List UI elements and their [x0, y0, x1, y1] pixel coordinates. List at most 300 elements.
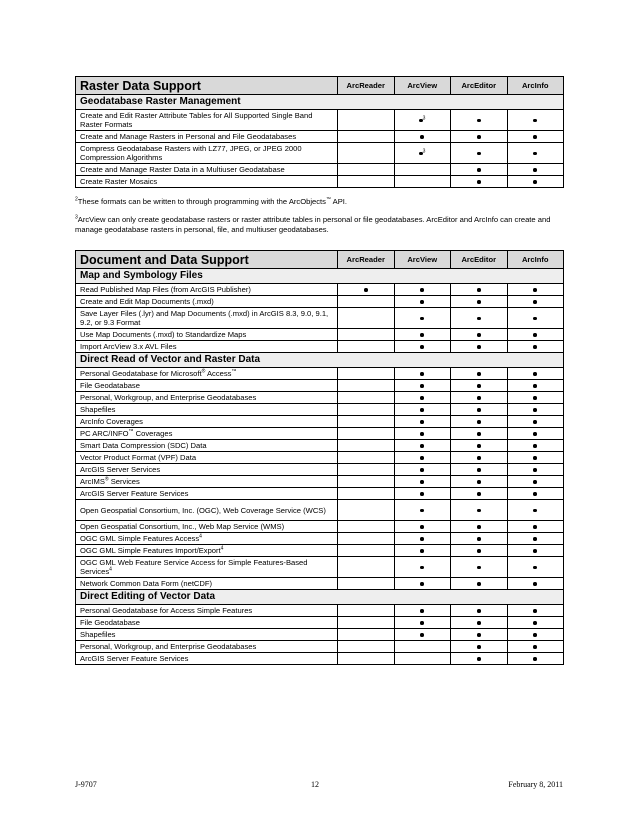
supported-dot-icon — [533, 537, 537, 541]
supported-dot-icon — [533, 432, 537, 436]
feature-label — [76, 488, 338, 500]
support-cell-arcinfo — [507, 452, 564, 464]
feature-text: ArcGIS Server Feature Services — [80, 654, 189, 663]
product-column-header: ArcReader — [338, 251, 395, 269]
supported-dot-icon — [364, 288, 368, 292]
support-cell-arceditor — [451, 380, 508, 392]
table-header-row — [76, 77, 564, 95]
product-column-header: ArcInfo — [507, 251, 564, 269]
supported-dot-icon — [533, 566, 537, 570]
support-cell-arcreader — [338, 428, 395, 440]
feature-label — [76, 653, 338, 665]
table-row — [76, 617, 564, 629]
table-row — [76, 500, 564, 521]
support-cell-arceditor — [451, 404, 508, 416]
support-cell-arcview — [394, 296, 451, 308]
support-cell-arcview — [394, 176, 451, 188]
footer-page-number: 12 — [311, 780, 319, 789]
support-cell-arcreader — [338, 476, 395, 488]
support-cell-arcview — [394, 428, 451, 440]
table-row — [76, 296, 564, 308]
support-cell-arcinfo — [507, 416, 564, 428]
feature-text: Create and Edit Raster Attribute Tables for All Supported Single Band Raster Formats — [80, 111, 313, 129]
section-title: Direct Editing of Vector Data — [76, 590, 564, 605]
supported-dot-icon — [533, 549, 537, 553]
support-cell-arcreader — [338, 452, 395, 464]
support-cell-arcreader — [338, 641, 395, 653]
support-cell-arcreader — [338, 176, 395, 188]
table-row — [76, 578, 564, 590]
supported-dot-icon — [420, 432, 424, 436]
supported-dot-icon — [420, 537, 424, 541]
section-header-row — [76, 95, 564, 110]
feature-superscript: ® — [201, 368, 206, 375]
supported-dot-icon — [533, 657, 537, 661]
supported-dot-icon — [477, 609, 481, 613]
support-cell-arcreader — [338, 308, 395, 329]
supported-dot-icon — [477, 384, 481, 388]
section-header-row — [76, 590, 564, 605]
feature-label — [76, 131, 338, 143]
supported-dot-icon — [420, 609, 424, 613]
feature-text: Use Map Documents (.mxd) to Standardize Maps — [80, 330, 247, 339]
support-cell-arcreader — [338, 404, 395, 416]
support-cell-arcinfo — [507, 341, 564, 353]
supported-dot-icon — [420, 135, 424, 139]
support-cell-arceditor — [451, 341, 508, 353]
table-row — [76, 605, 564, 617]
supported-dot-icon — [477, 582, 481, 586]
support-cell-arcview — [394, 557, 451, 578]
support-cell-arceditor — [451, 629, 508, 641]
supported-dot-icon — [477, 645, 481, 649]
supported-dot-icon — [420, 345, 424, 349]
feature-text: Smart Data Compression (SDC) Data — [80, 441, 207, 450]
feature-label — [76, 143, 338, 164]
support-cell-arceditor — [451, 452, 508, 464]
support-cell-arcinfo — [507, 440, 564, 452]
supported-dot-icon — [533, 420, 537, 424]
supported-dot-icon — [533, 300, 537, 304]
supported-dot-icon — [420, 525, 424, 529]
supported-dot-icon — [477, 168, 481, 172]
support-cell-arcreader — [338, 440, 395, 452]
feature-text: ArcIMS — [80, 477, 105, 486]
feature-label — [76, 380, 338, 392]
supported-dot-icon — [420, 582, 424, 586]
supported-dot-icon — [533, 492, 537, 496]
support-cell-arcinfo — [507, 617, 564, 629]
support-cell-arcinfo — [507, 488, 564, 500]
support-cell-arcreader — [338, 392, 395, 404]
footer-doc-id: J-9707 — [75, 780, 97, 789]
feature-label — [76, 464, 338, 476]
support-cell-arcinfo — [507, 284, 564, 296]
section-title: Map and Symbology Files — [76, 269, 564, 284]
table-row — [76, 341, 564, 353]
supported-dot-icon — [477, 408, 481, 412]
support-cell-arceditor — [451, 110, 508, 131]
table-row — [76, 110, 564, 131]
support-cell-arcview — [394, 641, 451, 653]
support-cell-arcview — [394, 464, 451, 476]
feature-label — [76, 284, 338, 296]
supported-dot-icon — [477, 566, 481, 570]
support-cell-arcview — [394, 308, 451, 329]
feature-text: ArcGIS Server Services — [80, 465, 161, 474]
table-title: Raster Data Support — [76, 77, 338, 95]
feature-label — [76, 617, 338, 629]
supported-dot-icon — [420, 509, 424, 513]
feature-text: PC ARC/INFO — [80, 429, 129, 438]
supported-dot-icon — [533, 621, 537, 625]
feature-text: Create and Manage Rasters in Personal and File Geodatabases — [80, 132, 297, 141]
supported-dot-icon — [533, 480, 537, 484]
support-cell-arcinfo — [507, 392, 564, 404]
feature-superscript: ™ — [128, 428, 134, 435]
supported-dot-icon — [477, 525, 481, 529]
support-cell-arcreader — [338, 629, 395, 641]
table-header-row — [76, 251, 564, 269]
table-row — [76, 557, 564, 578]
support-cell-arcview — [394, 368, 451, 380]
supported-dot-icon — [420, 480, 424, 484]
supported-dot-icon — [420, 317, 424, 321]
feature-label — [76, 368, 338, 380]
table-row — [76, 440, 564, 452]
supported-dot-icon — [533, 633, 537, 637]
support-cell-arcinfo — [507, 176, 564, 188]
support-cell-arcreader — [338, 416, 395, 428]
table-row — [76, 164, 564, 176]
product-column-header: ArcView — [394, 251, 451, 269]
support-cell-arceditor — [451, 296, 508, 308]
supported-dot-icon — [477, 135, 481, 139]
product-column-header: ArcView — [394, 77, 451, 95]
support-cell-arcinfo — [507, 578, 564, 590]
supported-dot-icon — [477, 420, 481, 424]
supported-dot-icon — [477, 345, 481, 349]
support-cell-arcreader — [338, 605, 395, 617]
supported-dot-icon — [477, 633, 481, 637]
supported-dot-icon — [533, 396, 537, 400]
feature-text: OGC GML Web Feature Service Access for Simple Features-Based Services — [80, 558, 308, 576]
supported-dot-icon — [533, 168, 537, 172]
table-row — [76, 392, 564, 404]
table-row — [76, 176, 564, 188]
supported-dot-icon — [420, 444, 424, 448]
feature-text: Personal, Workgroup, and Enterprise Geodatabases — [80, 393, 257, 402]
feature-text: Network Common Data Form (netCDF) — [80, 579, 213, 588]
feature-text: Personal, Workgroup, and Enterprise Geodatabases — [80, 642, 257, 651]
feature-label — [76, 164, 338, 176]
feature-text: Open Geospatial Consortium, Inc. (OGC), Web Coverage Service (WCS) — [80, 505, 326, 515]
feature-label — [76, 629, 338, 641]
support-cell-arceditor — [451, 653, 508, 665]
support-cell-arcinfo — [507, 404, 564, 416]
feature-label — [76, 578, 338, 590]
table-row — [76, 533, 564, 545]
support-cell-arcinfo — [507, 308, 564, 329]
feature-text: Create and Manage Raster Data in a Multiuser Geodatabase — [80, 165, 285, 174]
table-row — [76, 404, 564, 416]
supported-dot-icon — [477, 509, 481, 513]
support-cell-arcinfo — [507, 428, 564, 440]
table-row — [76, 131, 564, 143]
supported-dot-icon — [477, 119, 481, 123]
footer-date: February 8, 2011 — [508, 780, 563, 789]
support-cell-arcreader — [338, 143, 395, 164]
feature-text: Create and Edit Map Documents (.mxd) — [80, 297, 214, 306]
section-header-row — [76, 269, 564, 284]
table-row — [76, 641, 564, 653]
supported-dot-icon — [533, 180, 537, 184]
support-cell-arceditor — [451, 164, 508, 176]
supported-dot-icon — [533, 345, 537, 349]
support-cell-arcview — [394, 476, 451, 488]
supported-dot-icon — [533, 582, 537, 586]
table-row — [76, 308, 564, 329]
supported-dot-icon — [420, 300, 424, 304]
supported-dot-icon — [477, 657, 481, 661]
supported-dot-icon — [420, 549, 424, 553]
feature-label — [76, 110, 338, 131]
product-column-header: ArcReader — [338, 77, 395, 95]
feature-label — [76, 329, 338, 341]
supported-dot-icon — [477, 396, 481, 400]
supported-dot-icon — [533, 384, 537, 388]
feature-superscript: 4 — [109, 566, 112, 573]
feature-label — [76, 476, 338, 488]
support-cell-arceditor — [451, 143, 508, 164]
feature-text-cont: Services — [108, 477, 140, 486]
support-cell-arcinfo — [507, 629, 564, 641]
feature-text: Personal Geodatabase for Microsoft — [80, 369, 202, 378]
support-cell-arcreader — [338, 500, 395, 521]
support-cell-arcview — [394, 653, 451, 665]
supported-dot-icon — [477, 492, 481, 496]
table-row — [76, 416, 564, 428]
supported-dot-icon — [420, 408, 424, 412]
feature-text: ArcInfo Coverages — [80, 417, 143, 426]
feature-superscript: ® — [104, 476, 109, 483]
support-cell-arceditor — [451, 176, 508, 188]
feature-text: Import ArcView 3.x AVL Files — [80, 342, 177, 351]
section-header-row — [76, 353, 564, 368]
feature-label — [76, 308, 338, 329]
feature-text: Personal Geodatabase for Access Simple Features — [80, 606, 253, 615]
support-cell-arceditor — [451, 428, 508, 440]
table-row — [76, 653, 564, 665]
supported-dot-icon — [420, 633, 424, 637]
feature-text: Open Geospatial Consortium, Inc., Web Map Service (WMS) — [80, 522, 285, 531]
supported-dot-icon — [477, 372, 481, 376]
feature-label — [76, 404, 338, 416]
support-cell-arceditor — [451, 617, 508, 629]
feature-label — [76, 392, 338, 404]
feature-label — [76, 296, 338, 308]
feature-text: File Geodatabase — [80, 618, 140, 627]
supported-dot-icon — [533, 119, 537, 123]
support-cell-arcreader — [338, 521, 395, 533]
support-cell-arcview — [394, 404, 451, 416]
support-cell-arcreader — [338, 110, 395, 131]
supported-dot-icon — [420, 420, 424, 424]
support-cell-arcinfo — [507, 110, 564, 131]
feature-label — [76, 641, 338, 653]
supported-dot-icon — [533, 135, 537, 139]
support-cell-arcinfo — [507, 641, 564, 653]
supported-dot-icon — [477, 317, 481, 321]
support-cell-arcview — [394, 488, 451, 500]
support-cell-arceditor — [451, 329, 508, 341]
support-cell-arcinfo — [507, 368, 564, 380]
feature-text-cont: Coverages — [133, 429, 173, 438]
support-cell-arcview — [394, 629, 451, 641]
feature-label — [76, 440, 338, 452]
supported-dot-icon — [533, 525, 537, 529]
supported-dot-icon — [420, 456, 424, 460]
support-cell-arcview — [394, 131, 451, 143]
support-cell-arcreader — [338, 464, 395, 476]
feature-text: OGC GML Simple Features Import/Export — [80, 546, 221, 555]
supported-dot-icon — [420, 333, 424, 337]
feature-label — [76, 557, 338, 578]
feature-label — [76, 521, 338, 533]
support-cell-arcreader — [338, 653, 395, 665]
supported-dot-icon — [420, 384, 424, 388]
support-cell-arceditor — [451, 131, 508, 143]
supported-dot-icon — [533, 609, 537, 613]
support-cell-arceditor — [451, 476, 508, 488]
support-cell-arceditor — [451, 533, 508, 545]
support-cell-arcinfo — [507, 380, 564, 392]
feature-text: ArcGIS Server Feature Services — [80, 489, 189, 498]
supported-dot-icon — [477, 152, 481, 156]
feature-label — [76, 428, 338, 440]
support-cell-arceditor — [451, 605, 508, 617]
supported-dot-icon — [533, 468, 537, 472]
support-cell-arceditor — [451, 641, 508, 653]
support-cell-arceditor — [451, 521, 508, 533]
support-cell-arceditor — [451, 284, 508, 296]
table-row — [76, 329, 564, 341]
table-title: Document and Data Support — [76, 251, 338, 269]
support-cell-arcview — [394, 329, 451, 341]
support-cell-arcreader — [338, 284, 395, 296]
table-row — [76, 545, 564, 557]
support-cell-arceditor — [451, 500, 508, 521]
support-cell-arcview — [394, 500, 451, 521]
feature-label — [76, 605, 338, 617]
footnote-3: $^3$ArcView can only create geodatabase rasters or raster attribute tables in personal or file geodatabases. ArcEditor and ArcInfo can create and manage geodatabase rasters in personal, file, and multiuser geodatabases. — [75, 214, 551, 234]
feature-label — [76, 500, 338, 521]
support-cell-arcreader — [338, 368, 395, 380]
support-cell-arcinfo — [507, 545, 564, 557]
table-row — [76, 488, 564, 500]
feature-text: Create Raster Mosaics — [80, 177, 158, 186]
table-row — [76, 368, 564, 380]
support-cell-arcreader — [338, 557, 395, 578]
support-cell-arcreader — [338, 380, 395, 392]
support-cell-arceditor — [451, 440, 508, 452]
support-cell-arcinfo — [507, 605, 564, 617]
support-cell-arcview — [394, 284, 451, 296]
footnote-2: $^2$These formats can be written to through programming with the ArcObjects™ API. — [75, 196, 348, 206]
feature-text: Save Layer Files (.lyr) and Map Documents (.mxd) in ArcGIS 8.3, 9.0, 9.1, 9.2, or 9.3 Format — [80, 309, 329, 327]
support-cell-arceditor — [451, 416, 508, 428]
supported-dot-icon — [477, 300, 481, 304]
support-cell-arcreader — [338, 296, 395, 308]
support-cell-arceditor — [451, 488, 508, 500]
table-row — [76, 380, 564, 392]
support-cell-arcview — [394, 452, 451, 464]
supported-dot-icon — [420, 621, 424, 625]
support-cell-arcview — [394, 392, 451, 404]
feature-superscript: 4 — [199, 533, 202, 540]
supported-dot-icon — [420, 566, 424, 570]
feature-text: Compress Geodatabase Rasters with LZ77, JPEG, or JPEG 2000 Compression Algorithms — [80, 144, 302, 162]
support-cell-arcinfo — [507, 500, 564, 521]
feature-text: Read Published Map Files (from ArcGIS Publisher) — [80, 285, 251, 294]
supported-dot-icon — [420, 468, 424, 472]
support-cell-arceditor — [451, 578, 508, 590]
supported-dot-icon — [533, 408, 537, 412]
supported-dot-icon — [477, 480, 481, 484]
support-cell-arcinfo — [507, 131, 564, 143]
support-cell-arcinfo — [507, 476, 564, 488]
supported-dot-icon — [533, 456, 537, 460]
supported-dot-icon — [533, 444, 537, 448]
feature-label — [76, 545, 338, 557]
support-cell-arcinfo — [507, 557, 564, 578]
supported-dot-icon — [533, 317, 537, 321]
feature-text: Shapefiles — [80, 630, 116, 639]
support-cell-arcview — [394, 605, 451, 617]
raster-data-support-table — [75, 76, 564, 188]
feature-superscript: 4 — [220, 545, 224, 552]
supported-dot-icon — [477, 180, 481, 184]
support-cell-arcinfo — [507, 653, 564, 665]
feature-label — [76, 416, 338, 428]
support-cell-arcreader — [338, 533, 395, 545]
supported-dot-icon — [420, 396, 424, 400]
support-cell-arcview — [394, 380, 451, 392]
table-row — [76, 521, 564, 533]
support-cell-arcview — [394, 143, 451, 164]
support-cell-arcview — [394, 578, 451, 590]
supported-dot-icon — [477, 549, 481, 553]
table-row — [76, 428, 564, 440]
support-cell-arcview — [394, 416, 451, 428]
support-cell-arcview — [394, 164, 451, 176]
feature-label — [76, 533, 338, 545]
table-row — [76, 464, 564, 476]
supported-dot-icon — [420, 288, 424, 292]
feature-label — [76, 176, 338, 188]
support-cell-arcreader — [338, 545, 395, 557]
support-cell-arcinfo — [507, 164, 564, 176]
support-cell-arcreader — [338, 488, 395, 500]
supported-dot-icon — [533, 645, 537, 649]
support-cell-arcinfo — [507, 464, 564, 476]
product-column-header: ArcEditor — [451, 77, 508, 95]
section-title: Geodatabase Raster Management — [76, 95, 564, 110]
support-cell-arcinfo — [507, 329, 564, 341]
support-cell-arcinfo — [507, 296, 564, 308]
supported-dot-icon — [420, 492, 424, 496]
support-cell-arcreader — [338, 164, 395, 176]
